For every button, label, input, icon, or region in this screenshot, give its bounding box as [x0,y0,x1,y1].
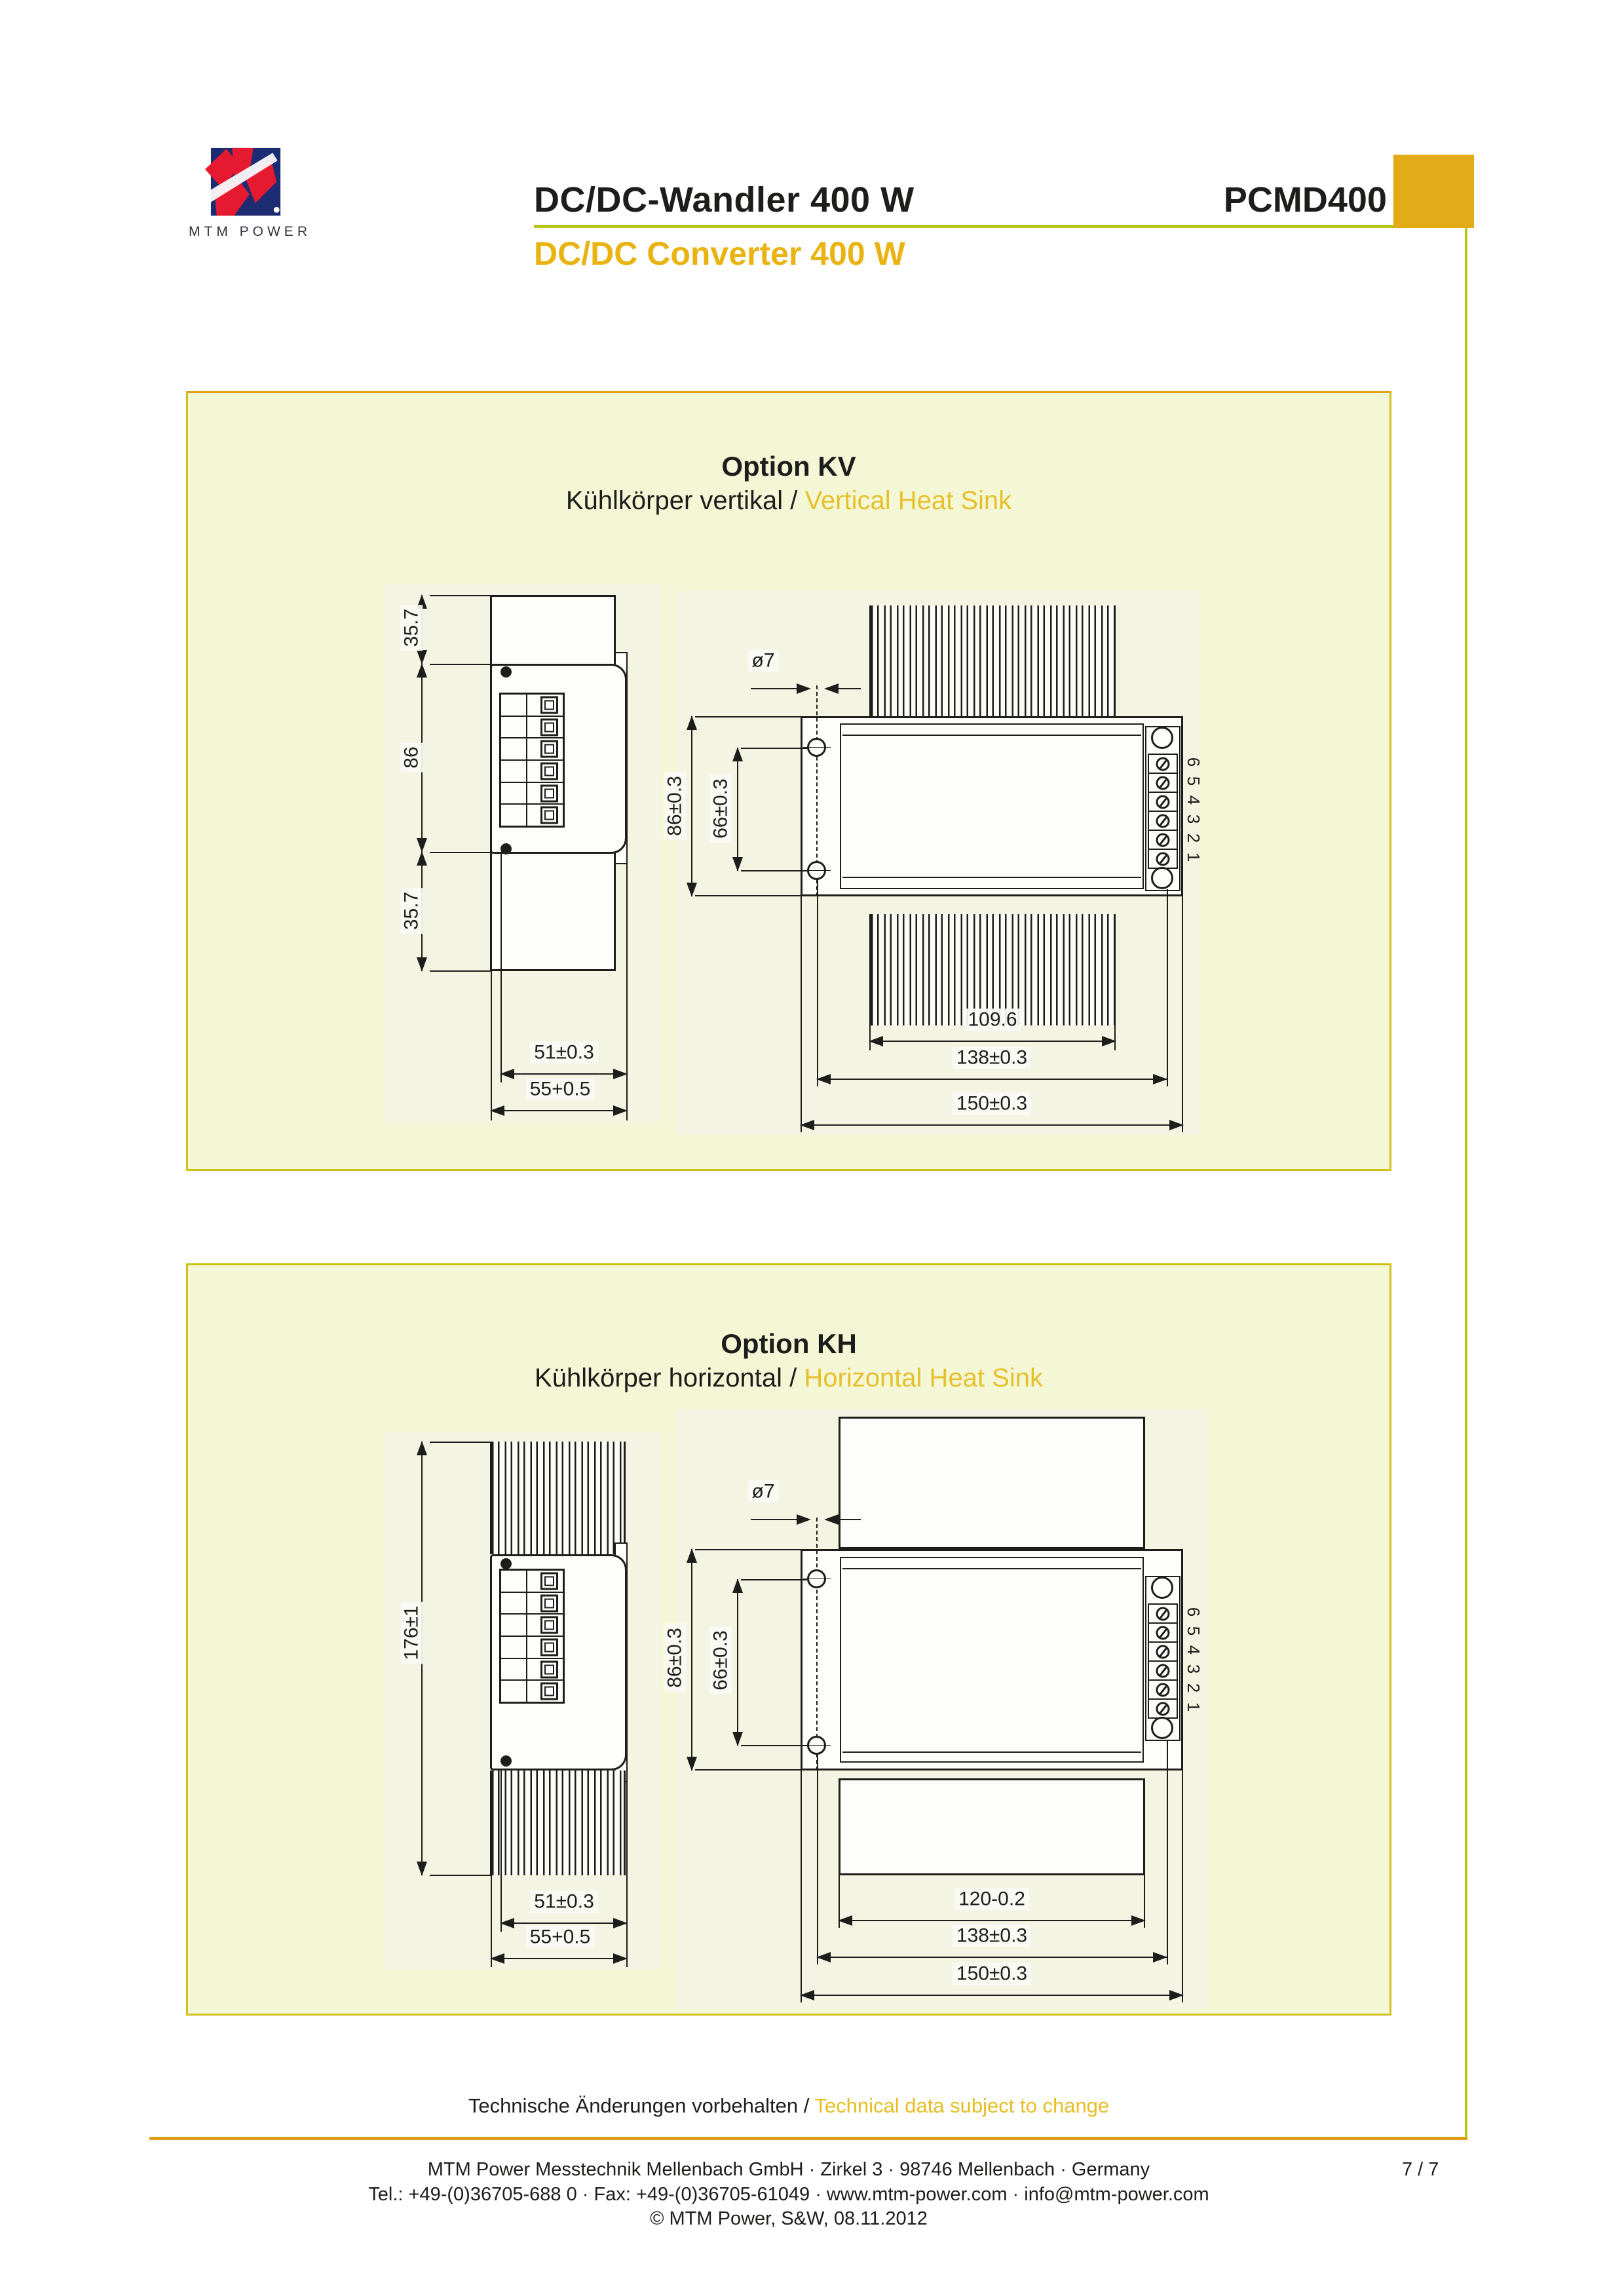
screw-icon [1156,852,1170,866]
footer-copyright-line: © MTM Power, S&W, 08.11.2012 [650,2208,928,2229]
extension-line [500,854,502,1082]
kh-heatsink-plate-top [839,1417,1145,1549]
leader-arrow [824,1514,839,1525]
extension-line [1182,1770,1183,2002]
screw-icon [1156,757,1170,771]
strip-mount-circle-bottom [1151,1717,1173,1739]
kh-subtitle-english: Horizontal Heat Sink [804,1364,1043,1392]
change-notice-english: Technical data subject to change [814,2094,1110,2117]
hole-centerline-tick [803,1745,831,1746]
kv-subtitle-english: Vertical Heat Sink [804,486,1012,515]
extension-line [430,1875,491,1876]
kv-subtitle-german: Kühlkörper vertikal / [565,486,805,515]
kh-section-title: Option KH [721,1328,857,1359]
terminal-row [501,1593,563,1615]
terminal-cell [1148,1603,1178,1624]
extension-line [1182,896,1183,1132]
extension-line [1167,889,1168,1086]
kh-heatsink-plate-bottom [839,1778,1145,1875]
page-right-rule [1465,228,1467,2139]
footer-company-line: MTM Power Messtechnik Mellenbach GmbH · Zirkel 3 · 98746 Mellenbach · Germany [427,2159,1150,2180]
terminal-screw-icon [540,1660,558,1678]
dimension-line [500,1923,627,1924]
hole-centerline-tick [803,747,831,748]
dimension-line [491,1958,627,1959]
terminal-screw-icon [540,1617,558,1634]
terminal-cell [1148,773,1178,793]
terminal-row [501,1571,563,1593]
kh-screw-dot-bottom [500,1755,512,1767]
hole-centerline-tick [803,870,831,871]
dimension-line [737,1579,738,1746]
terminal-screw-icon [540,807,558,824]
dim-label-kv-depth-body: 51±0.3 [530,1041,598,1063]
kv-screw-dot-top [500,666,512,678]
page-title-english: DC/DC Converter 400 W [534,235,905,272]
terminal-screw-icon [540,740,558,758]
kv-section-subtitle [188,486,1389,516]
dim-label-kv-top-gap: 35.7 [400,605,423,651]
terminal-cell [1148,811,1178,831]
terminal-screw-icon [540,718,558,736]
screw-icon [1156,1702,1170,1715]
dimension-line [691,1549,692,1770]
dim-label-kh-hole-dia: ø7 [747,1480,778,1502]
strip-mount-circle-top [1151,1577,1173,1599]
dim-label-kh-hole-span-v: 66±0.3 [709,1626,732,1694]
terminal-number: 4 [1184,1645,1203,1655]
extension-line [817,880,818,1086]
terminal-row [501,783,563,805]
screw-icon [1156,1683,1170,1696]
dimension-line [817,1079,1167,1080]
dimension-line [801,1124,1183,1126]
kv-terminal-cells [1148,755,1178,869]
extension-line [695,1769,801,1770]
terminal-cell [1148,1679,1178,1700]
terminal-screw-icon [540,1572,558,1590]
terminal-number: 4 [1184,795,1203,805]
kh-terminal-cells [1148,1605,1178,1719]
terminal-row [501,717,563,739]
terminal-cell [1148,1622,1178,1643]
panel-edge-line [842,735,1141,736]
kv-heatsink-fins-top [869,605,1116,716]
kh-heatsink-fins-bottom [490,1770,626,1875]
terminal-number: 6 [1184,757,1203,767]
terminal-number: 2 [1184,1683,1203,1693]
kh-heatsink-fins-top [490,1442,626,1554]
extension-line [1167,1741,1168,1964]
terminal-cell [1148,1660,1178,1681]
terminal-screw-icon [540,1683,558,1700]
screw-icon [1156,833,1170,847]
leader-line [751,688,797,689]
footer-contact-line: Tel.: +49-(0)36705-688 0 · Fax: +49-(0)36705-61049 · www.mtm-power.com · info@mtm-power.com [368,2184,1209,2205]
leader-line [839,688,861,689]
kh-section-subtitle [188,1364,1389,1393]
screw-icon [1156,1645,1170,1658]
terminal-row [501,738,563,761]
leader-line [751,1519,797,1520]
extension-line [741,870,807,871]
hole-centerline [816,1518,818,1770]
kv-front-panel [840,723,1144,889]
extension-line [801,1770,802,2002]
screw-icon [1156,1664,1170,1677]
screw-icon [1156,814,1170,828]
extension-line [626,1782,628,1967]
extension-line [741,1745,807,1746]
terminal-cell [1148,1698,1178,1719]
terminal-row [501,761,563,783]
terminal-screw-icon [540,784,558,802]
kh-terminal-block-side [499,1569,565,1704]
terminal-number: 3 [1184,1664,1203,1674]
leader-arrow [797,1514,811,1525]
extension-line [430,970,491,972]
terminal-screw-icon [540,696,558,714]
panel-edge-line [842,877,1141,878]
extension-line [817,1755,818,1964]
dim-label-kv-height: 86 [400,742,423,772]
leader-arrow [824,683,839,694]
terminal-cell [1148,754,1178,774]
terminal-number: 2 [1184,833,1203,843]
screw-icon [1156,795,1170,809]
dimension-line [839,1920,1145,1921]
extension-line [695,716,801,718]
terminal-number: 5 [1184,1626,1203,1636]
dim-label-kv-hole-dia: ø7 [747,649,778,672]
extension-line [695,895,801,896]
extension-line [430,664,502,665]
dimension-line [500,1073,627,1075]
extension-line [491,971,492,1120]
dim-label-kv-height-total: 86±0.3 [664,772,686,840]
change-notice-german: Technische Änderungen vorbehalten / [468,2094,815,2117]
extension-line [500,1770,502,1932]
change-notice [186,2094,1391,2118]
hole-centerline-tick [803,1578,831,1579]
terminal-number: 5 [1184,776,1203,786]
terminal-row [501,805,563,826]
dim-label-kh-depth-body: 51±0.3 [530,1890,598,1913]
terminal-number: 1 [1184,852,1203,862]
panel-edge-line [842,1751,1141,1753]
terminal-row [501,1615,563,1637]
kh-subtitle-german: Kühlkörper horizontal / [535,1364,804,1392]
terminal-cell [1148,849,1178,869]
dim-label-kh-height-total: 86±0.3 [664,1624,686,1692]
dim-label-kv-bottom-gap: 35.7 [400,888,423,934]
page-title-german: DC/DC-Wandler 400 W [534,180,915,220]
screw-icon [1156,1626,1170,1639]
extension-line [430,1442,491,1443]
terminal-number: 6 [1184,1607,1203,1617]
strip-mount-circle-top [1151,727,1173,749]
kv-section-title: Option KV [721,451,856,482]
leader-line [839,1519,861,1520]
terminal-number: 3 [1184,814,1203,824]
terminal-cell [1148,792,1178,812]
extension-line [626,854,628,1120]
extension-line [430,852,502,853]
leader-arrow [797,683,811,694]
strip-mount-circle-bottom [1151,867,1173,889]
terminal-row [501,1659,563,1681]
kv-screw-dot-bottom [500,843,512,854]
dimension-line [737,748,738,871]
kh-screw-dot-top [500,1558,512,1569]
dim-label-kh-plate-width: 120-0.2 [954,1888,1029,1910]
footer-rule [149,2137,1467,2140]
dim-label-kv-fin-width: 109.6 [964,1008,1021,1031]
kv-terminal-block-side [499,693,565,828]
dimension-line [691,716,692,896]
dimension-line [801,1995,1183,1996]
dim-label-kv-hole-span-v: 66±0.3 [709,775,732,843]
dim-label-kh-depth-total: 55+0.5 [526,1926,595,1948]
panel-edge-line [842,1568,1141,1569]
terminal-cell [1148,830,1178,850]
extension-line [741,748,807,749]
screw-icon [1156,776,1170,790]
extension-line [430,595,491,596]
dim-label-kv-hole-span-h: 138±0.3 [953,1046,1031,1069]
extension-line [695,1549,801,1550]
header-gold-block [1393,155,1474,228]
terminal-cell [1148,1641,1178,1662]
dim-label-kh-hole-span-h: 138±0.3 [953,1924,1031,1947]
dimension-line [491,1110,627,1111]
terminal-row [501,1637,563,1659]
mtm-power-logo-icon [197,144,295,220]
terminal-screw-icon [540,1638,558,1656]
page-number: 7 / 7 [1402,2159,1439,2180]
kh-front-panel [840,1557,1144,1763]
dimension-line [869,1041,1116,1042]
terminal-row [501,695,563,717]
product-code: PCMD400 [1223,180,1387,220]
dim-label-kh-width-total: 150±0.3 [953,1962,1031,1985]
logo-wordmark: MTM POWER [189,224,311,239]
dimension-line [817,1957,1167,1958]
dim-label-kv-width-total: 150±0.3 [953,1092,1031,1115]
header-rule [534,225,1393,228]
dim-label-kh-height-overall: 176±1 [400,1601,423,1664]
terminal-number: 1 [1184,1702,1203,1712]
terminal-row [501,1681,563,1702]
terminal-screw-icon [540,762,558,780]
dim-label-kv-depth-total: 55+0.5 [526,1078,595,1100]
terminal-screw-icon [540,1594,558,1612]
extension-line [741,1579,807,1580]
screw-icon [1156,1607,1170,1620]
extension-line [801,896,802,1132]
